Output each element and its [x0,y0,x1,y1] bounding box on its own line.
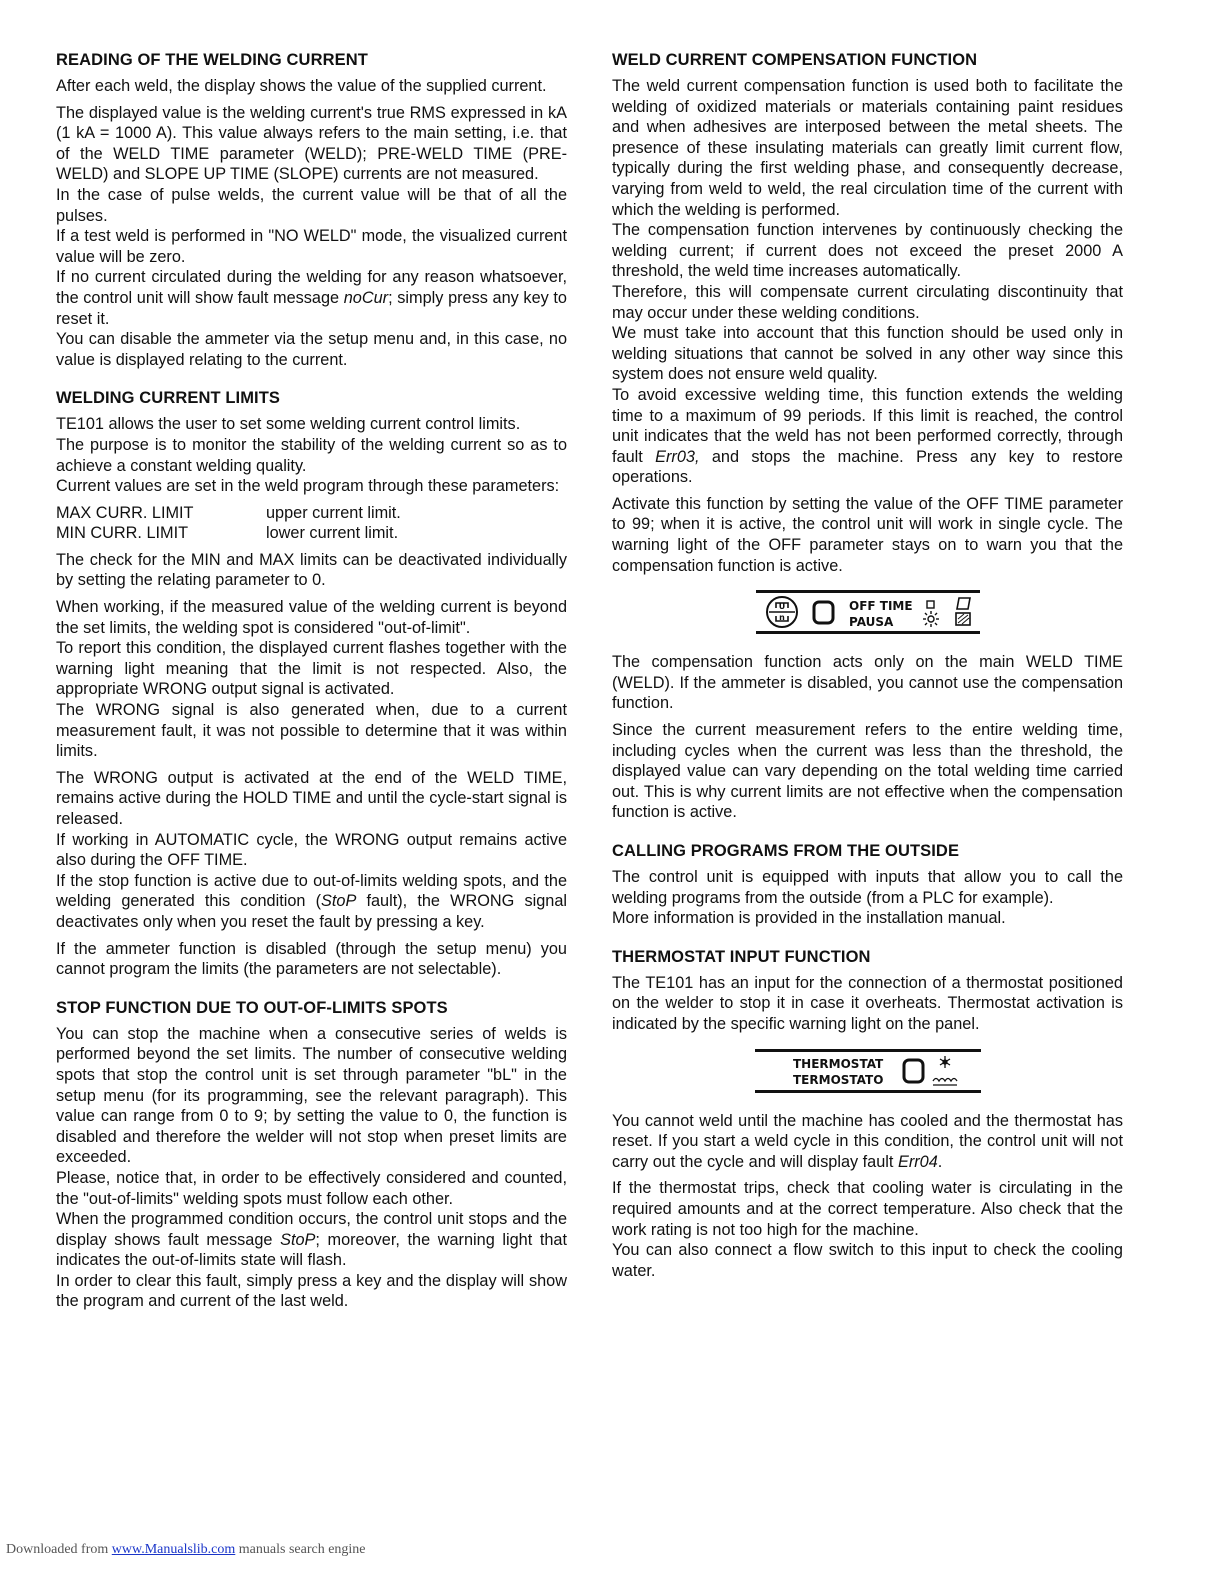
panel-label: PAUSA [848,615,893,630]
paragraph: The displayed value is the welding current's true RMS expressed in kA (1 kA = 1000 A). This value always refers to the main setting, i.e. that of the WELD TIME parameter (WELD); PRE-WELD TIME (PRE-WELD) and SLOPE UP TIME (SLOPE) currents are not measured. [56,103,567,184]
warning-light-icon [814,602,833,623]
paragraph: The TE101 has an input for the connection of a thermostat positioned on the welder to stop it in case it overheats. Thermostat activation is indicated by the specific warning light on the panel. [612,973,1123,1033]
fault-code: Err04 [897,1152,938,1171]
panel-label: TERMOSTATO [792,1072,883,1087]
manualslib-link[interactable]: www.Manualslib.com [111,1542,236,1557]
paragraph: The WRONG signal is also generated when, due to a current measurement fault, it was not possible to determine that it was within limits. [56,701,567,761]
paragraph: You can stop the machine when a consecutive series of welds is performed beyond the set limits. The number of consecutive welding spots that stop the control unit is set through parameter "bL" in the setup menu (for its programming, see the relevant paragraph). This value can range from 0 to 9; by setting the value to 0, the function is disabled and therefore the welder will not stop when preset limits are exceeded. [56,1024,567,1167]
paragraph: The WRONG output is activated at the end of the WELD TIME, remains active during the HOLD TIME and until the cycle-start signal is released. [56,768,567,828]
download-footer: Downloaded from www.Manualslib.com manuals search engine [6,1542,366,1557]
section-stop-function [56,998,567,1312]
parameter-name: MAX CURR. LIMIT [56,503,194,522]
automatic-cycle-icon [956,613,970,625]
paragraph: If the thermostat trips, check that cooling water is circulating in the required amounts and at the correct temperature. Also check that the work rating is not too high for the machine. [612,1179,1123,1239]
section-title: WELDING CURRENT LIMITS [56,389,281,408]
panel-label: OFF TIME [848,599,913,614]
sun-icon [923,611,939,627]
paragraph: Since the current measurement refers to the entire welding time, including cycles when the current was less than the threshold, the displayed value can vary depending on the total welding time carried out. This is why current limits are not effective when the compensation function is active. [612,721,1123,822]
paragraph: We must take into account that this function should be used only in welding situations that cannot be solved in any other way since this system does not ensure weld quality. [612,324,1123,384]
paragraph: In the case of pulse welds, the current value will be that of all the pulses. [56,185,567,225]
thermostat-panel-illustration [755,1049,981,1093]
left-column [56,50,567,1312]
svg-text:n: n [778,613,785,623]
warning-light-icon [904,1060,923,1082]
paragraph: When working, if the measured value of the welding current is beyond the set limits, the welding spot is considered "out-of-limit". [56,598,567,637]
paragraph: To avoid excessive welding time, this function extends the welding time to a maximum of 99 periods. If this limit is reached, the control unit indicates that the weld has not been performed correctly, through fault Err03, and stops the machine. Press any key to restore operations. [612,385,1123,487]
section-title: WELD CURRENT COMPENSATION FUNCTION [612,51,978,69]
paragraph: If the stop function is active due to out-of-limits welding spots, and the welding generated this condition (StoP fault), the WRONG signal deactivates only when you reset the fault by pressing a key. [56,871,567,931]
fault-code: StoP [280,1230,316,1249]
section-compensation [612,50,1123,823]
paragraph: You can disable the ammeter via the setup menu and, in this case, no value is displayed relating to the current. [56,330,567,369]
right-column [612,50,1123,1281]
pulse-weld-symbol-icon [767,597,797,627]
small-square-icon [927,601,934,608]
parameter-name: MIN CURR. LIMIT [56,524,189,543]
section-thermostat [612,947,1123,1282]
single-cycle-icon [957,598,970,609]
off-time-panel-svg [756,593,980,631]
paragraph: Therefore, this will compensate current circulating discontinuity that may occur under these welding conditions. [612,282,1123,322]
thermostat-panel-svg [755,1052,981,1090]
paragraph: TE101 allows the user to set some welding current control limits. [56,415,521,434]
fault-code: Err03, [655,447,700,466]
paragraph: If the ammeter function is disabled (through the setup menu) you cannot program the limits (the parameters are not selectable). [56,939,567,979]
paragraph: To report this condition, the displayed current flashes together with the warning light meaning that the limit is not respected. Also, the appropriate WRONG output signal is activated. [56,639,567,699]
paragraph: In order to clear this fault, simply press a key and the display will show the program and current of the last weld. [56,1271,567,1311]
off-time-panel-illustration [756,590,980,634]
panel-label: THERMOSTAT [792,1056,883,1071]
section-reading-current [56,50,567,370]
paragraph: The compensation function acts only on the main WELD TIME (WELD). If the ammeter is disabled, you cannot use the compensation function. [612,653,1123,713]
paragraph: The weld current compensation function is used both to facilitate the welding of oxidized materials or materials containing paint residues and when adhesives are interposed between the metal sheets. The presence of these insulating materials can greatly limit current flow, typically during the first welding phase, and consequently decrease, varying from weld to weld, the real circulation time of the current with which the welding is performed. [612,77,1123,219]
paragraph: The compensation function intervenes by continuously checking the welding current; if current does not exceed the preset 2000 A threshold, the weld time increases automatically. [612,221,1123,281]
paragraph: More information is provided in the installation manual. [612,909,1006,928]
paragraph: If working in AUTOMATIC cycle, the WRONG output remains active also during the OFF TIME. [56,830,567,870]
paragraph: When the programmed condition occurs, the control unit stops and the display shows fault message StoP; moreover, the warning light that indicates the out-of-limits state will flash. [56,1210,567,1270]
cooling-water-icon [933,1056,957,1085]
paragraph: The control unit is equipped with inputs that allow you to call the welding programs from the outside (from a PLC for example). [612,868,1123,907]
parameter-table [56,503,567,544]
parameter-desc: lower current limit. [266,524,399,543]
section-title: CALLING PROGRAMS FROM THE OUTSIDE [612,842,960,860]
section-title: READING OF THE WELDING CURRENT [56,51,368,69]
parameter-desc: upper current limit. [266,503,401,522]
section-calling-programs [612,841,1123,929]
paragraph: Current values are set in the weld program through these parameters: [56,477,560,496]
paragraph: You can also connect a flow switch to this input to check the cooling water. [612,1241,1123,1280]
section-current-limits [56,388,567,979]
fault-code: StoP [321,892,357,911]
paragraph: If no current circulated during the welding for any reason whatsoever, the control unit will show fault message noCur; simply press any key to reset it. [56,268,567,328]
paragraph: Please, notice that, in order to be effectively considered and counted, the "out-of-limits" welding spots must follow each other. [56,1168,567,1208]
svg-text:U: U [778,602,785,612]
section-title: THERMOSTAT INPUT FUNCTION [612,947,871,966]
section-title: STOP FUNCTION DUE TO OUT-OF-LIMITS SPOTS [56,998,448,1017]
paragraph: The purpose is to monitor the stability of the welding current so as to achieve a constant welding quality. [56,435,567,475]
fault-code: noCur [343,288,389,307]
paragraph: Activate this function by setting the value of the OFF TIME parameter to 99; when it is active, the control unit will work in single cycle. The warning light of the OFF parameter stays on to warn you that the compensation function is active. [612,494,1123,575]
paragraph: After each weld, the display shows the value of the supplied current. [56,77,547,95]
paragraph: You cannot weld until the machine has cooled and the thermostat has reset. If you start a weld cycle in this condition, the control unit will not carry out the cycle and will display fault Err04. [612,1111,1123,1171]
paragraph: The check for the MIN and MAX limits can be deactivated individually by setting the relating parameter to 0. [56,550,567,590]
paragraph: If a test weld is performed in "NO WELD" mode, the visualized current value will be zero. [56,227,567,266]
